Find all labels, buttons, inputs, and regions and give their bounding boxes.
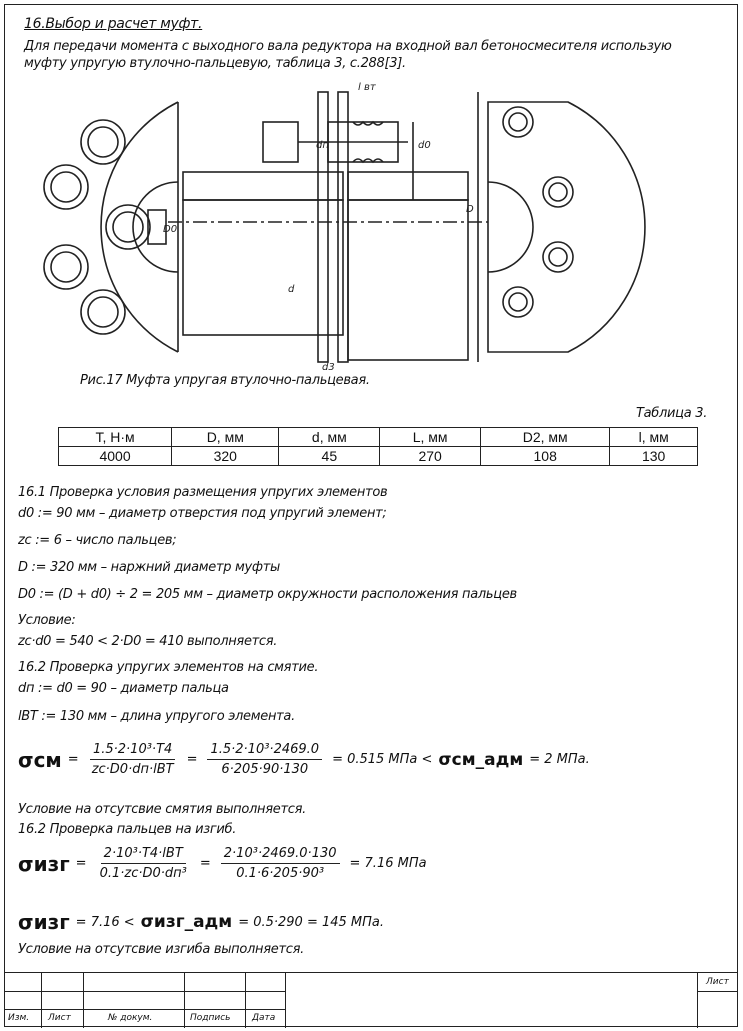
tb-label-doc: № докум. — [108, 1013, 153, 1023]
dim-D: D — [466, 204, 474, 215]
cell-T: 4000 — [59, 447, 172, 466]
coupling-drawing — [18, 82, 718, 372]
crush-fraction-symbolic: $\frac{\text{1.5·2·10³·T4}}{\text{zc·D0·dп·lBT}}$ — [91, 742, 174, 777]
sigma-cm-adm: σсм_адм — [438, 749, 524, 770]
coupling-spec-table — [58, 427, 698, 466]
bend-fraction-numeric: $\frac{\text{2·10³·2469.0·130}}{\text{0.1·6·205·90³}}$ — [221, 846, 340, 881]
line-dp: dп := d0 = 90 – диаметр пальца — [18, 681, 229, 696]
dim-d: d — [288, 284, 295, 295]
tb-label-sign: Подпись — [190, 1013, 231, 1023]
crush-result: = 0.515 МПа < — [332, 752, 433, 767]
sigma-izg-symbol: σизг — [18, 851, 70, 876]
dim-d-p: dп — [316, 140, 329, 151]
col-header-d: d, мм — [279, 428, 380, 447]
bend-compare: σизг = 7.16 < σизг_адм = 0.5·290 = 145 МПа. — [18, 910, 385, 934]
dim-d3: d3 — [322, 362, 335, 372]
col-header-L: L, мм — [380, 428, 481, 447]
table-label: Таблица 3. — [636, 406, 708, 421]
figure-caption: Рис.17 Муфта упругая втулочно-пальцевая. — [80, 373, 370, 388]
col-header-T: T, H·м — [59, 428, 172, 447]
section-16-2: 16.2 Проверка упругих элементов на смятие. — [18, 660, 319, 675]
section-16-2-bend: 16.2 Проверка пальцев на изгиб. — [18, 822, 237, 837]
line-D0: D0 := (D + d0) ÷ 2 = 205 мм – диаметр окружности расположения пальцев — [18, 587, 517, 602]
line-bend-ok: Условие на отсутсвие изгиба выполняется. — [18, 942, 304, 957]
tb-label-date: Дата — [252, 1013, 276, 1023]
cell-l: 130 — [610, 447, 698, 466]
crush-adm-value: = 2 МПа. — [529, 752, 590, 767]
sigma-izg-adm: σизг_адм — [140, 912, 233, 932]
crush-formula: σсм = $\frac{\text{1.5·2·10³·T4}}{\text{zc·D0·dп·lBT}}$ = $\frac{\text{1.5·2·10³·2469.0}}{6\cdot 205\cdot 90\cdot 130}$ = 0.515 МПа < σсм_адм = 2 МПа. — [18, 742, 590, 777]
cell-d: 45 — [279, 447, 380, 466]
cell-D2: 108 — [481, 447, 610, 466]
tb-label-izm: Изм. — [8, 1013, 30, 1023]
line-condition: Условие: — [18, 613, 76, 628]
table-header-row — [59, 428, 698, 447]
dim-D0: D0 — [163, 224, 178, 235]
cell-D: 320 — [172, 447, 279, 466]
bend-fraction-symbolic: $\frac{\text{2·10³·T4·lBT}}{\text{0.1·zc·D0·dп³}}$ — [99, 846, 187, 881]
col-header-l: l, мм — [610, 428, 698, 447]
line-crush-ok: Условие на отсутсвие смятия выполняется. — [18, 802, 306, 817]
dim-d0: d0 — [418, 140, 431, 151]
sigma-izg-symbol-2: σизг — [18, 910, 70, 934]
line-lbt: lBT := 130 мм – длина упругого элемента. — [18, 709, 295, 724]
section-16-1: 16.1 Проверка условия размещения упругих элементов — [18, 485, 388, 500]
title-block — [4, 972, 738, 1028]
cell-L: 270 — [380, 447, 481, 466]
bend-formula: σизг = $\frac{\text{2·10³·T4·lBT}}{\text{0.1·zc·D0·dп³}}$ = $\frac{\text{2·10³·2469.0·130}}{\text{0.1·6·205·90³}}$ = 7.16 МПа — [18, 846, 427, 881]
line-d0: d0 := 90 мм – диаметр отверстия под упругий элемент; — [18, 506, 387, 521]
intro-paragraph: Для передачи момента с выходного вала редуктора на входной вал бетоносмесителя использую муфту упругую втулочно-пальцевую, таблица 3, с.288[3]. — [24, 39, 672, 71]
dim-l-vt: l вт — [358, 82, 376, 93]
tb-sheet-label: Лист — [706, 977, 729, 987]
crush-fraction-numeric: $\frac{\text{1.5·2·10³·2469.0}}{6\cdot 205\cdot 90\cdot 130}$ — [207, 742, 322, 777]
right-half-view-outline — [488, 102, 645, 352]
line-D: D := 320 мм – наржний диаметр муфты — [18, 560, 280, 575]
sigma-cm-symbol: σсм — [18, 747, 62, 772]
line-condition-eq: zc·d0 = 540 < 2·D0 = 410 выполняется. — [18, 634, 278, 649]
col-header-D: D, мм — [172, 428, 279, 447]
col-header-D2: D2, мм — [481, 428, 610, 447]
bend-result: = 7.16 МПа — [349, 856, 427, 871]
tb-label-list: Лист — [48, 1013, 71, 1023]
table-row — [59, 447, 698, 466]
section-heading: 16.Выбор и расчет муфт. — [24, 16, 203, 32]
line-zc: zc := 6 – число пальцев; — [18, 533, 177, 548]
